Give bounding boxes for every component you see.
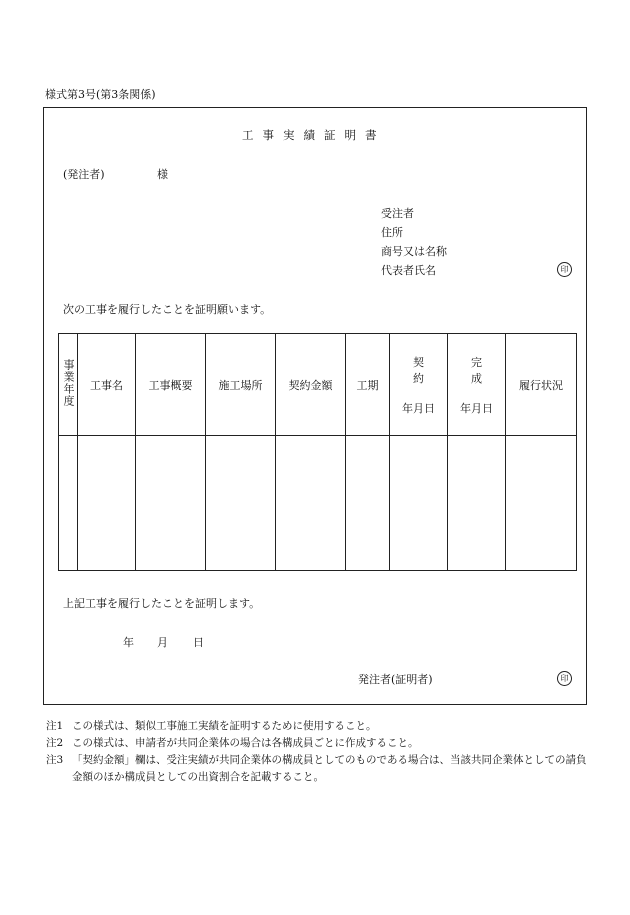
records-table [58,333,577,571]
orderer-suffix: 様 [157,168,168,181]
contractor-name-label: 商号又は名称 [381,245,447,258]
cell-status[interactable] [506,436,577,571]
certifier-seal-icon: 印 [557,671,572,686]
contractor-label: 受注者 [381,207,414,220]
orderer-label: (発注者) [63,168,105,181]
header-fiscal-year: 事業年度 [59,334,78,436]
certify-text: 上記工事を履行したことを証明します。 [63,597,261,610]
contractor-seal-icon: 印 [557,262,572,277]
request-text: 次の工事を履行したことを証明願います。 [63,303,272,316]
header-location: 施工場所 [206,334,276,436]
table-row [59,436,577,571]
note-item: 注1 この様式は、類似工事施工実績を証明するために使用すること。 [46,720,377,732]
cell-project-overview[interactable] [136,436,206,571]
header-contract-date: 契 約 年月日 [390,334,448,436]
cell-completion-date[interactable] [448,436,506,571]
header-status: 履行状況 [506,334,577,436]
header-project-name: 工事名 [78,334,136,436]
contractor-representative-label: 代表者氏名 [381,264,436,277]
header-completion-date: 完 成 年月日 [448,334,506,436]
page-title: 工事実績証明書 [242,128,386,142]
form-number: 様式第3号(第3条関係) [45,88,156,101]
contractor-address-label: 住所 [381,226,403,239]
date-year: 年 [123,636,134,649]
header-project-overview: 工事概要 [136,334,206,436]
header-period: 工期 [346,334,390,436]
cell-fiscal-year[interactable] [59,436,78,571]
note-item: 注2 この様式は、申請者が共同企業体の場合は各構成員ごとに作成すること。 [46,737,419,749]
header-contract-amount: 契約金額 [276,334,346,436]
date-day: 日 [193,636,204,649]
notes-section [46,718,591,786]
cell-project-name[interactable] [78,436,136,571]
cell-location[interactable] [206,436,276,571]
cell-period[interactable] [346,436,390,571]
note-item: 注3 「契約金額」欄は、受注実績が共同企業体の構成員としてのものである場合は、当該共同企業体としての請負金額のほか構成員としての出資割合を記載すること。 [46,754,587,783]
cell-contract-date[interactable] [390,436,448,571]
certifier-label: 発注者(証明者) [358,673,433,686]
table-header-row [59,334,577,436]
date-month: 月 [157,636,168,649]
cell-contract-amount[interactable] [276,436,346,571]
